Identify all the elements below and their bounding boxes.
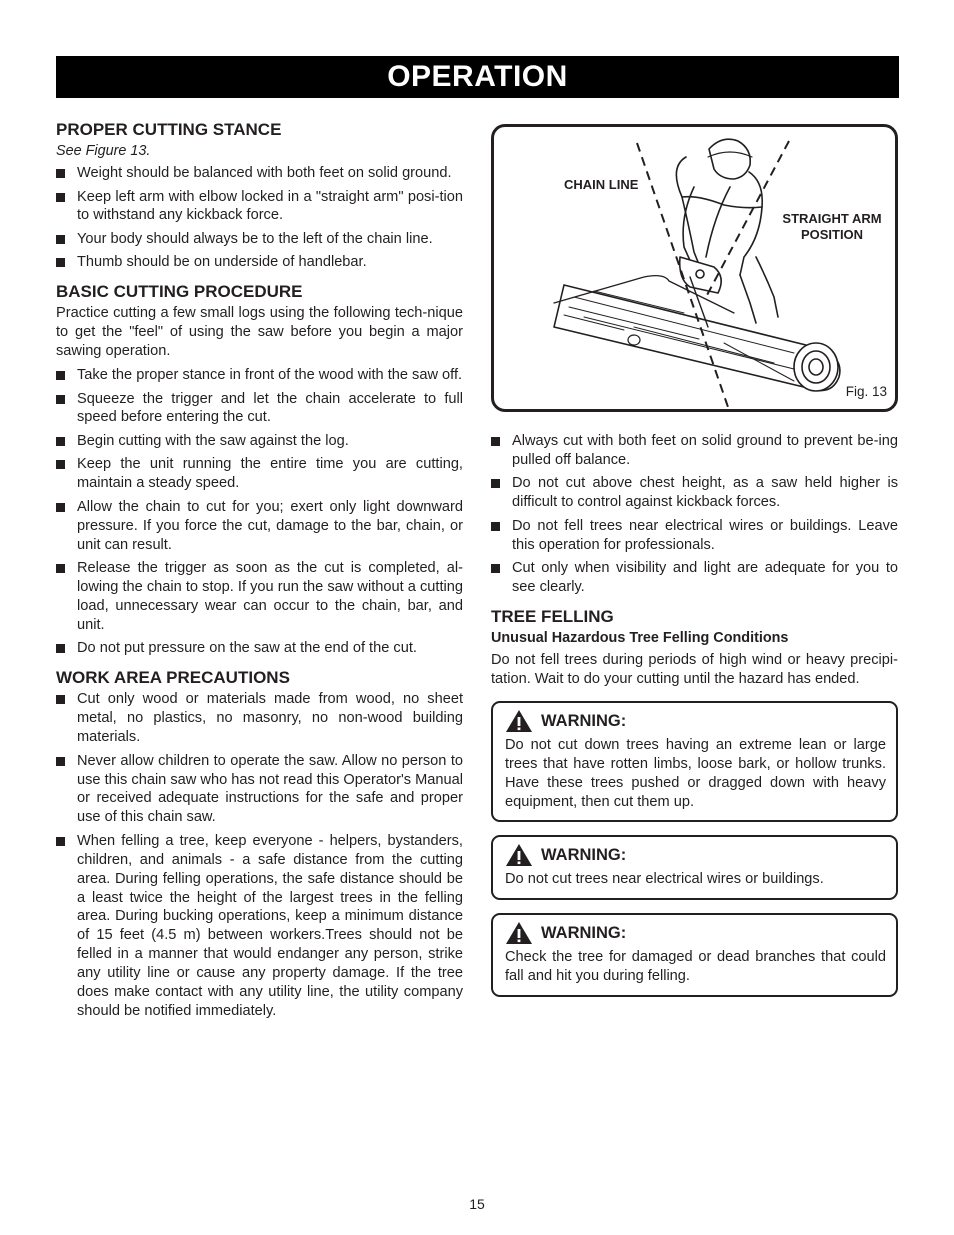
warning-title: WARNING: xyxy=(541,924,627,943)
list-item: Do not fell trees near electrical wires or buildings. Leave this operation for professionals. xyxy=(491,517,898,555)
basic-procedure-heading: BASIC CUTTING PROCEDURE xyxy=(56,282,303,302)
list-item: Take the proper stance in front of the wood with the saw off. xyxy=(56,366,463,385)
list-item: Never allow children to operate the saw. Allow no person to use this chain saw who has not read this Operator's Manual or received adequate instructions for the safe and proper use of this chain saw. xyxy=(56,752,463,828)
figure-caption: Fig. 13 xyxy=(845,384,887,399)
list-item: Squeeze the trigger and let the chain accelerate to full speed before entering the cut. xyxy=(56,390,463,428)
warning-text: Do not cut down trees having an extreme lean or large trees that have rotten limbs, loose bark, or hollow trunks. Have these trees pushed or dragged down with heavy equipment, then cut them up. xyxy=(505,736,886,810)
figure-reference: See Figure 13. xyxy=(56,143,151,159)
bullet-square-icon xyxy=(56,235,65,244)
warning-text: Check the tree for damaged or dead branches that could fall and hit you during felling. xyxy=(505,949,886,985)
left-column xyxy=(56,120,463,1025)
list-item: Do not put pressure on the saw at the end of the cut. xyxy=(56,639,463,658)
bullet-square-icon xyxy=(56,837,65,846)
list-item: Keep left arm with elbow locked in a "straight arm" posi-tion to withstand any kickback force. xyxy=(56,188,463,226)
tree-felling-text: Do not fell trees during periods of high wind or heavy precipi-tation. Wait to do your cutting until the hazard has ended. xyxy=(491,652,898,687)
right-list xyxy=(491,432,898,597)
stance-list xyxy=(56,164,463,272)
bullet-square-icon xyxy=(56,503,65,512)
bullet-square-icon xyxy=(491,522,500,531)
warning-title: WARNING: xyxy=(541,846,627,865)
bullet-square-icon xyxy=(56,169,65,178)
list-item: Cut only wood or materials made from wood, no sheet metal, no plastics, no masonry, no non-wood building materials. xyxy=(56,690,463,747)
warning-box xyxy=(491,913,898,997)
bullet-square-icon xyxy=(56,695,65,704)
list-item: Always cut with both feet on solid ground to prevent be-ing pulled off balance. xyxy=(491,432,898,470)
straight-arm-label: STRAIGHT ARM POSITION xyxy=(782,211,882,242)
list-item: Cut only when visibility and light are adequate for you to see clearly. xyxy=(491,559,898,597)
page-title-banner: OPERATION xyxy=(56,56,899,98)
warning-box xyxy=(491,701,898,823)
right-column xyxy=(491,124,898,1010)
warning-triangle-icon xyxy=(505,921,533,945)
list-item: Release the trigger as soon as the cut is completed, al-lowing the chain to stop. If you run the saw without a cutting load, unnecessary wear can occur to the chain, bar, and unit. xyxy=(56,559,463,635)
stance-heading: PROPER CUTTING STANCE xyxy=(56,120,282,139)
warning-triangle-icon xyxy=(505,709,533,733)
list-item: When felling a tree, keep everyone - helpers, bystanders, children, and animals - a safe distance from the cutting area. During felling operations, the safe distance should be a least twice the height of the largest trees in the felling area. During bucking operations, keep a minimum distance of 15 feet (4.5 m) between workers.Trees should not be felled in a manner that would endanger any person, strike any utility line or cause any property damage. If the tree does make contact with any utility line, the utility company should be notified immediately. xyxy=(56,832,463,1021)
warning-triangle-icon xyxy=(505,843,533,867)
bullet-square-icon xyxy=(56,437,65,446)
list-item: Allow the chain to cut for you; exert only light downward pressure. If you force the cut, damage to the bar, chain, or unit can result. xyxy=(56,498,463,555)
bullet-square-icon xyxy=(56,644,65,653)
bullet-square-icon xyxy=(56,258,65,267)
list-item: Begin cutting with the saw against the log. xyxy=(56,432,463,451)
warning-box xyxy=(491,835,898,900)
warning-title: WARNING: xyxy=(541,711,627,730)
basic-intro: Practice cutting a few small logs using the following tech-nique to get the "feel" of using the saw before you begin a major sawing operation. xyxy=(56,305,463,360)
bullet-square-icon xyxy=(491,437,500,446)
work-area-list xyxy=(56,690,463,1021)
bullet-square-icon xyxy=(491,564,500,573)
operator-cutting-log-illustration xyxy=(494,127,895,409)
page-number: 15 xyxy=(469,1196,485,1212)
warning-header xyxy=(505,843,886,867)
list-item: Weight should be balanced with both feet on solid ground. xyxy=(56,164,463,183)
warning-header xyxy=(505,921,886,945)
basic-list xyxy=(56,366,463,658)
tree-felling-heading: TREE FELLING xyxy=(491,607,614,627)
bullet-square-icon xyxy=(56,371,65,380)
chain-line-label: CHAIN LINE xyxy=(564,177,639,192)
bullet-square-icon xyxy=(56,757,65,766)
work-area-heading: WORK AREA PRECAUTIONS xyxy=(56,668,290,688)
figure-13-illustration xyxy=(491,124,898,412)
bullet-square-icon xyxy=(56,564,65,573)
list-item: Your body should always be to the left of the chain line. xyxy=(56,230,463,249)
list-item: Thumb should be on underside of handlebar. xyxy=(56,253,463,272)
bullet-square-icon xyxy=(56,460,65,469)
warning-header xyxy=(505,709,886,733)
bullet-square-icon xyxy=(491,479,500,488)
warning-text: Do not cut trees near electrical wires or buildings. xyxy=(505,871,824,888)
list-item: Do not cut above chest height, as a saw held higher is difficult to control against kickback forces. xyxy=(491,474,898,512)
tree-felling-subheading: Unusual Hazardous Tree Felling Conditions xyxy=(491,630,789,647)
bullet-square-icon xyxy=(56,193,65,202)
bullet-square-icon xyxy=(56,395,65,404)
list-item: Keep the unit running the entire time you are cutting, maintain a steady speed. xyxy=(56,455,463,493)
